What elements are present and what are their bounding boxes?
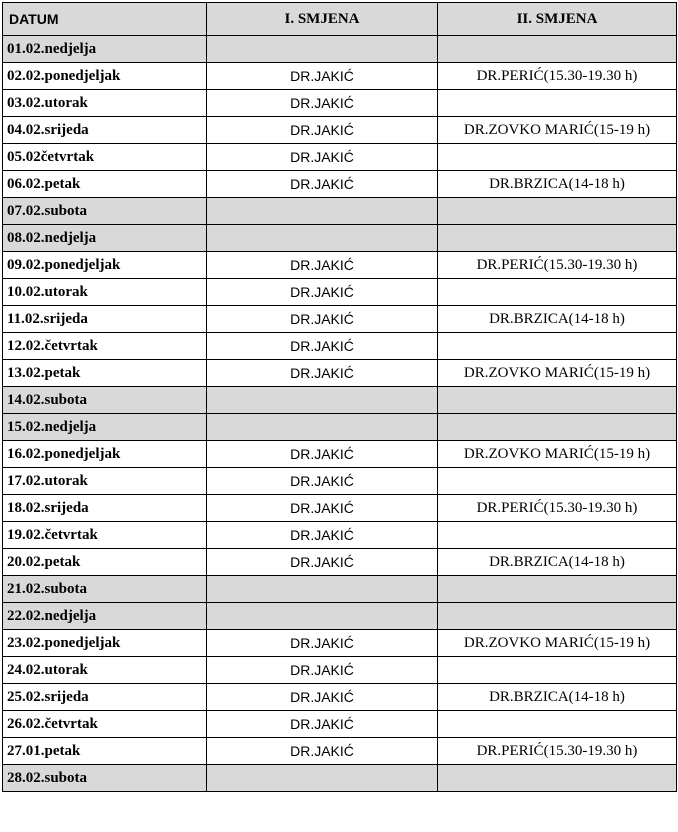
table-row: [3, 630, 677, 657]
shift-1-cell: DR.JAKIĆ: [207, 468, 438, 495]
shift-2-cell: DR.BRZICA(14-18 h): [438, 684, 677, 711]
table-row: [3, 333, 677, 360]
date-cell: 19.02.četvrtak: [3, 522, 207, 549]
date-cell: 22.02.nedjelja: [3, 603, 207, 630]
shift-1-cell: DR.JAKIĆ: [207, 117, 438, 144]
date-cell: 17.02.utorak: [3, 468, 207, 495]
shift-1-cell: DR.JAKIĆ: [207, 522, 438, 549]
table-row: [3, 684, 677, 711]
table-row: [3, 387, 677, 414]
shift-1-cell: DR.JAKIĆ: [207, 711, 438, 738]
shift-2-cell: [438, 657, 677, 684]
shift-1-cell: DR.JAKIĆ: [207, 333, 438, 360]
shift-2-cell: [438, 279, 677, 306]
shift-1-cell: DR.JAKIĆ: [207, 441, 438, 468]
shift-2-cell: DR.ZOVKO MARIĆ(15-19 h): [438, 360, 677, 387]
shift-2-cell: [438, 576, 677, 603]
date-cell: 10.02.utorak: [3, 279, 207, 306]
shift-2-cell: [438, 522, 677, 549]
header-datum: DATUM: [3, 3, 207, 36]
shift-1-cell: [207, 225, 438, 252]
date-cell: 09.02.ponedjeljak: [3, 252, 207, 279]
shift-2-cell: [438, 603, 677, 630]
shift-1-cell: DR.JAKIĆ: [207, 252, 438, 279]
table-row: [3, 738, 677, 765]
header-row: [3, 3, 677, 36]
table-row: [3, 495, 677, 522]
shift-2-cell: [438, 198, 677, 225]
date-cell: 08.02.nedjelja: [3, 225, 207, 252]
shift-1-cell: DR.JAKIĆ: [207, 495, 438, 522]
date-cell: 18.02.srijeda: [3, 495, 207, 522]
table-row: [3, 522, 677, 549]
schedule-table: [2, 2, 677, 792]
date-cell: 03.02.utorak: [3, 90, 207, 117]
shift-1-cell: [207, 765, 438, 792]
date-cell: 25.02.srijeda: [3, 684, 207, 711]
shift-1-cell: DR.JAKIĆ: [207, 738, 438, 765]
table-row: [3, 360, 677, 387]
table-row: [3, 144, 677, 171]
shift-2-cell: DR.BRZICA(14-18 h): [438, 549, 677, 576]
shift-2-cell: DR.PERIĆ(15.30-19.30 h): [438, 495, 677, 522]
shift-1-cell: DR.JAKIĆ: [207, 144, 438, 171]
table-row: [3, 63, 677, 90]
date-cell: 24.02.utorak: [3, 657, 207, 684]
shift-2-cell: DR.PERIĆ(15.30-19.30 h): [438, 738, 677, 765]
shift-2-cell: DR.BRZICA(14-18 h): [438, 171, 677, 198]
schedule-body: [3, 36, 677, 792]
date-cell: 11.02.srijeda: [3, 306, 207, 333]
date-cell: 07.02.subota: [3, 198, 207, 225]
schedule-header: [3, 3, 677, 36]
date-cell: 12.02.četvrtak: [3, 333, 207, 360]
date-cell: 15.02.nedjelja: [3, 414, 207, 441]
header-shift-1: I. SMJENA: [207, 3, 438, 36]
shift-1-cell: DR.JAKIĆ: [207, 279, 438, 306]
shift-2-cell: [438, 414, 677, 441]
table-row: [3, 306, 677, 333]
table-row: [3, 603, 677, 630]
table-row: [3, 90, 677, 117]
shift-2-cell: DR.ZOVKO MARIĆ(15-19 h): [438, 441, 677, 468]
shift-2-cell: [438, 765, 677, 792]
table-row: [3, 117, 677, 144]
shift-2-cell: [438, 333, 677, 360]
header-shift-2: II. SMJENA: [438, 3, 677, 36]
shift-2-cell: [438, 90, 677, 117]
shift-2-cell: [438, 225, 677, 252]
table-row: [3, 468, 677, 495]
shift-2-cell: [438, 387, 677, 414]
shift-1-cell: DR.JAKIĆ: [207, 684, 438, 711]
shift-2-cell: [438, 36, 677, 63]
table-row: [3, 279, 677, 306]
shift-2-cell: DR.PERIĆ(15.30-19.30 h): [438, 252, 677, 279]
date-cell: 14.02.subota: [3, 387, 207, 414]
table-row: [3, 549, 677, 576]
shift-1-cell: DR.JAKIĆ: [207, 63, 438, 90]
date-cell: 26.02.četvrtak: [3, 711, 207, 738]
shift-1-cell: DR.JAKIĆ: [207, 306, 438, 333]
shift-1-cell: [207, 603, 438, 630]
date-cell: 04.02.srijeda: [3, 117, 207, 144]
shift-1-cell: [207, 414, 438, 441]
shift-1-cell: DR.JAKIĆ: [207, 171, 438, 198]
shift-2-cell: DR.PERIĆ(15.30-19.30 h): [438, 63, 677, 90]
date-cell: 28.02.subota: [3, 765, 207, 792]
table-row: [3, 414, 677, 441]
shift-2-cell: DR.ZOVKO MARIĆ(15-19 h): [438, 630, 677, 657]
shift-1-cell: DR.JAKIĆ: [207, 630, 438, 657]
shift-2-cell: DR.ZOVKO MARIĆ(15-19 h): [438, 117, 677, 144]
shift-1-cell: [207, 36, 438, 63]
table-row: [3, 765, 677, 792]
date-cell: 06.02.petak: [3, 171, 207, 198]
table-row: [3, 225, 677, 252]
shift-1-cell: DR.JAKIĆ: [207, 360, 438, 387]
date-cell: 13.02.petak: [3, 360, 207, 387]
shift-2-cell: [438, 711, 677, 738]
shift-2-cell: DR.BRZICA(14-18 h): [438, 306, 677, 333]
shift-1-cell: [207, 198, 438, 225]
shift-2-cell: [438, 468, 677, 495]
date-cell: 16.02.ponedjeljak: [3, 441, 207, 468]
date-cell: 21.02.subota: [3, 576, 207, 603]
table-row: [3, 171, 677, 198]
date-cell: 02.02.ponedjeljak: [3, 63, 207, 90]
date-cell: 27.01.petak: [3, 738, 207, 765]
shift-1-cell: DR.JAKIĆ: [207, 657, 438, 684]
shift-1-cell: DR.JAKIĆ: [207, 90, 438, 117]
table-row: [3, 198, 677, 225]
date-cell: 23.02.ponedjeljak: [3, 630, 207, 657]
date-cell: 05.02četvrtak: [3, 144, 207, 171]
table-row: [3, 657, 677, 684]
table-row: [3, 36, 677, 63]
shift-2-cell: [438, 144, 677, 171]
shift-1-cell: [207, 387, 438, 414]
table-row: [3, 576, 677, 603]
date-cell: 20.02.petak: [3, 549, 207, 576]
shift-1-cell: [207, 576, 438, 603]
table-row: [3, 252, 677, 279]
table-row: [3, 711, 677, 738]
shift-1-cell: DR.JAKIĆ: [207, 549, 438, 576]
table-row: [3, 441, 677, 468]
date-cell: 01.02.nedjelja: [3, 36, 207, 63]
